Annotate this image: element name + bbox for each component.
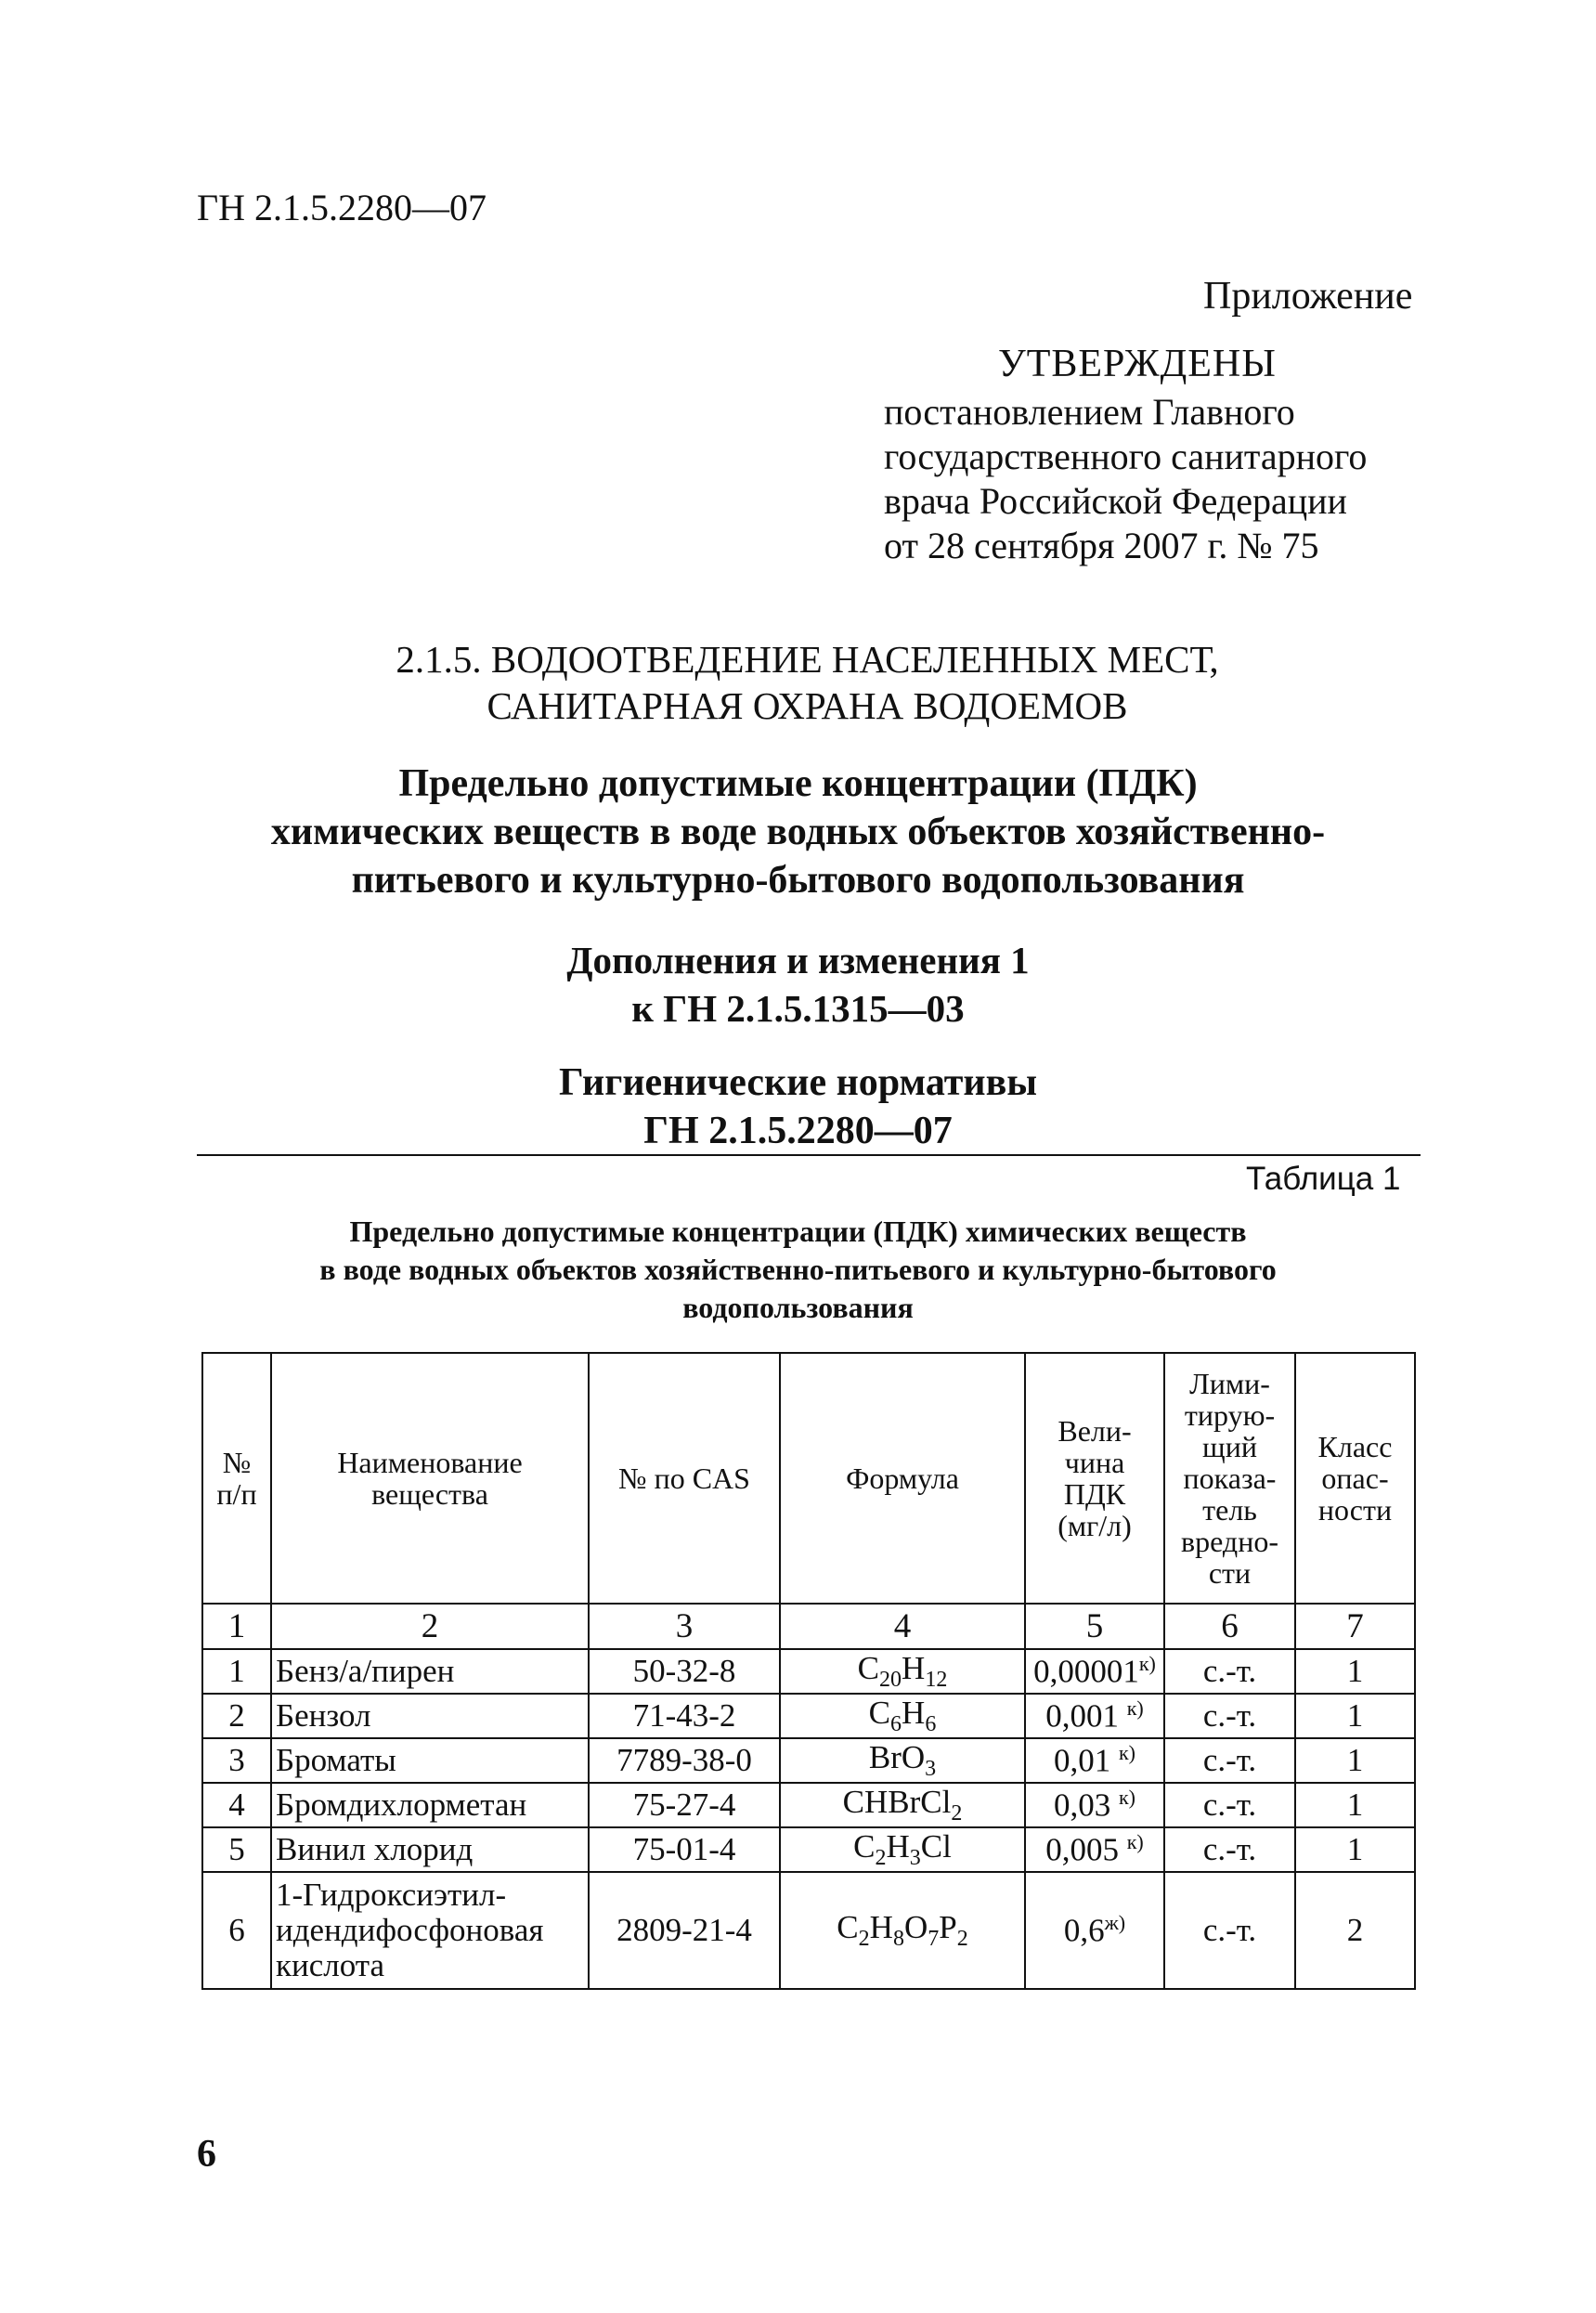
approval-line: государственного санитарного xyxy=(884,435,1368,477)
approval-line: врача Российской Федерации xyxy=(884,480,1347,522)
hygienic-standards-heading xyxy=(0,1059,1596,1155)
formula-symbol: H xyxy=(869,1909,893,1945)
formula-subscript: 3 xyxy=(925,1757,937,1781)
hazard-class: 1 xyxy=(1295,1738,1415,1783)
appendix-label: Приложение xyxy=(1203,275,1413,318)
formula-symbol: P xyxy=(939,1909,957,1945)
table-title-line: Предельно допустимые концентрации (ПДК) химических веществ xyxy=(349,1215,1247,1248)
section-heading-line: САНИТАРНАЯ ОХРАНА ВОДОЕМОВ xyxy=(487,684,1128,727)
hazard-class: 2 xyxy=(1295,1872,1415,1989)
formula-subscript: 2 xyxy=(956,1927,968,1951)
formula-subscript: 6 xyxy=(890,1712,902,1736)
column-number: 3 xyxy=(589,1604,780,1649)
header-formula: Формула xyxy=(780,1353,1025,1604)
title-line: Предельно допустимые концентрации (ПДК) xyxy=(398,762,1198,805)
chemical-formula xyxy=(780,1738,1025,1783)
formula-subscript: 2 xyxy=(858,1927,870,1951)
formula-symbol: C xyxy=(868,1695,891,1731)
substance-name: Бенз/а/пирен xyxy=(271,1649,589,1694)
row-number: 1 xyxy=(202,1649,271,1694)
horizontal-rule xyxy=(197,1154,1421,1156)
chemical-formula xyxy=(780,1694,1025,1738)
table-row xyxy=(202,1738,1415,1783)
table-row xyxy=(202,1783,1415,1827)
title-line: химических веществ в воде водных объектов хозяйственно- xyxy=(270,811,1326,853)
chemical-formula xyxy=(780,1827,1025,1872)
substance-name: Бензол xyxy=(271,1694,589,1738)
column-number: 1 xyxy=(202,1604,271,1649)
substance-name: Винил хлорид xyxy=(271,1827,589,1872)
row-number: 4 xyxy=(202,1783,271,1827)
cas-number: 50-32-8 xyxy=(589,1649,780,1694)
pdk-value: 0,005 xyxy=(1045,1831,1127,1868)
limiting-indicator: с.-т. xyxy=(1164,1738,1295,1783)
limiting-indicator: с.-т. xyxy=(1164,1827,1295,1872)
table-row xyxy=(202,1827,1415,1872)
chemical-formula xyxy=(780,1872,1025,1989)
pdk-value: 0,6 xyxy=(1063,1912,1105,1949)
formula-symbol: O xyxy=(903,1909,928,1945)
header-pdk: Вели- чина ПДК (мг/л) xyxy=(1025,1353,1164,1604)
hazard-class: 1 xyxy=(1295,1827,1415,1872)
column-number: 7 xyxy=(1295,1604,1415,1649)
header-cas: № по CAS xyxy=(589,1353,780,1604)
header-limiting-indicator: Лими- тирую- щий показа- тель вредно- сти xyxy=(1164,1353,1295,1604)
substance-name: Броматы xyxy=(271,1738,589,1783)
column-number-row xyxy=(202,1604,1415,1649)
formula-subscript: 12 xyxy=(925,1668,948,1692)
pdk-value-cell xyxy=(1025,1827,1164,1872)
column-number: 2 xyxy=(271,1604,589,1649)
pdk-table xyxy=(201,1352,1416,1990)
pdk-value: 0,03 xyxy=(1053,1787,1119,1824)
cas-number: 75-27-4 xyxy=(589,1783,780,1827)
formula-symbol: H xyxy=(902,1695,926,1731)
formula-subscript: 8 xyxy=(892,1927,904,1951)
approval-line: от 28 сентября 2007 г. № 75 xyxy=(884,525,1319,566)
row-number: 5 xyxy=(202,1827,271,1872)
cas-number: 2809-21-4 xyxy=(589,1872,780,1989)
table-label: Таблица 1 xyxy=(1246,1161,1401,1197)
section-heading-line: 2.1.5. ВОДООТВЕДЕНИЕ НАСЕЛЕННЫХ МЕСТ, xyxy=(396,638,1219,681)
pdk-value: 0,01 xyxy=(1053,1742,1119,1779)
formula-symbol: BrO xyxy=(868,1739,926,1775)
pdk-value-cell xyxy=(1025,1694,1164,1738)
pdk-value: 0,00001 xyxy=(1033,1653,1139,1690)
header-name: Наименование вещества xyxy=(271,1353,589,1604)
formula-symbol: CHBrCl xyxy=(842,1784,952,1820)
chemical-formula xyxy=(780,1649,1025,1694)
pdk-footnote-mark: к) xyxy=(1126,1830,1144,1854)
hazard-class: 1 xyxy=(1295,1783,1415,1827)
table-title xyxy=(0,1213,1596,1327)
table-title-line: водопользования xyxy=(682,1291,914,1324)
page-number: 6 xyxy=(197,2133,216,2176)
document-title xyxy=(0,760,1596,904)
additions-line: к ГН 2.1.5.1315—03 xyxy=(631,987,965,1030)
column-number: 5 xyxy=(1025,1604,1164,1649)
row-number: 2 xyxy=(202,1694,271,1738)
cas-number: 75-01-4 xyxy=(589,1827,780,1872)
substance-name: Бромдихлорметан xyxy=(271,1783,589,1827)
limiting-indicator: с.-т. xyxy=(1164,1783,1295,1827)
pdk-footnote-mark: к) xyxy=(1126,1696,1144,1721)
additions-heading xyxy=(0,936,1596,1033)
row-number: 6 xyxy=(202,1872,271,1989)
substance-name-line: кислота xyxy=(276,1947,385,1983)
pdk-value-cell xyxy=(1025,1872,1164,1989)
pdk-footnote-mark: к) xyxy=(1138,1652,1156,1676)
table-header-row xyxy=(202,1353,1415,1604)
cas-number: 7789-38-0 xyxy=(589,1738,780,1783)
formula-subscript: 20 xyxy=(879,1668,902,1692)
pdk-value-cell xyxy=(1025,1738,1164,1783)
hygienic-line: Гигиенические нормативы xyxy=(558,1061,1038,1104)
chemical-formula xyxy=(780,1783,1025,1827)
title-line: питьевого и культурно-бытового водопользования xyxy=(351,859,1245,902)
formula-symbol: C xyxy=(857,1650,880,1686)
header-num: № п/п xyxy=(202,1353,271,1604)
formula-symbol: H xyxy=(886,1828,910,1865)
table-title-line: в воде водных объектов хозяйственно-питьевого и культурно-бытового xyxy=(319,1253,1277,1286)
header-hazard-class: Класс опас- ности xyxy=(1295,1353,1415,1604)
document-code: ГН 2.1.5.2280—07 xyxy=(197,187,487,228)
hazard-class: 1 xyxy=(1295,1694,1415,1738)
pdk-value: 0,001 xyxy=(1045,1697,1127,1735)
substance-name xyxy=(271,1872,589,1989)
approval-details xyxy=(884,390,1367,568)
table-row xyxy=(202,1694,1415,1738)
column-number: 4 xyxy=(780,1604,1025,1649)
pdk-footnote-mark: к) xyxy=(1118,1741,1135,1765)
formula-symbol: C xyxy=(853,1828,876,1865)
cas-number: 71-43-2 xyxy=(589,1694,780,1738)
approved-heading: УТВЕРЖДЕНЫ xyxy=(998,343,1277,385)
limiting-indicator: с.-т. xyxy=(1164,1694,1295,1738)
formula-subscript: 7 xyxy=(928,1927,940,1951)
pdk-value-cell xyxy=(1025,1783,1164,1827)
pdk-footnote-mark: ж) xyxy=(1104,1911,1126,1935)
formula-symbol: Cl xyxy=(920,1828,952,1865)
formula-subscript: 6 xyxy=(925,1712,937,1736)
hazard-class: 1 xyxy=(1295,1649,1415,1694)
additions-line: Дополнения и изменения 1 xyxy=(566,939,1030,981)
formula-subscript: 2 xyxy=(875,1846,887,1870)
substance-name-line: идендифосфоновая xyxy=(276,1912,544,1948)
substance-name-line: 1-Гидроксиэтил- xyxy=(276,1877,507,1913)
row-number: 3 xyxy=(202,1738,271,1783)
formula-subscript: 3 xyxy=(909,1846,921,1870)
table-row xyxy=(202,1649,1415,1694)
pdk-value-cell xyxy=(1025,1649,1164,1694)
formula-subscript: 2 xyxy=(951,1801,963,1826)
formula-symbol: C xyxy=(837,1909,859,1945)
table-row xyxy=(202,1872,1415,1989)
limiting-indicator: с.-т. xyxy=(1164,1649,1295,1694)
formula-symbol: H xyxy=(902,1650,926,1686)
column-number: 6 xyxy=(1164,1604,1295,1649)
pdk-footnote-mark: к) xyxy=(1118,1786,1135,1810)
hygienic-line: ГН 2.1.5.2280—07 xyxy=(643,1110,953,1152)
approval-line: постановлением Главного xyxy=(884,391,1295,433)
section-heading xyxy=(0,636,1596,729)
limiting-indicator: с.-т. xyxy=(1164,1872,1295,1989)
